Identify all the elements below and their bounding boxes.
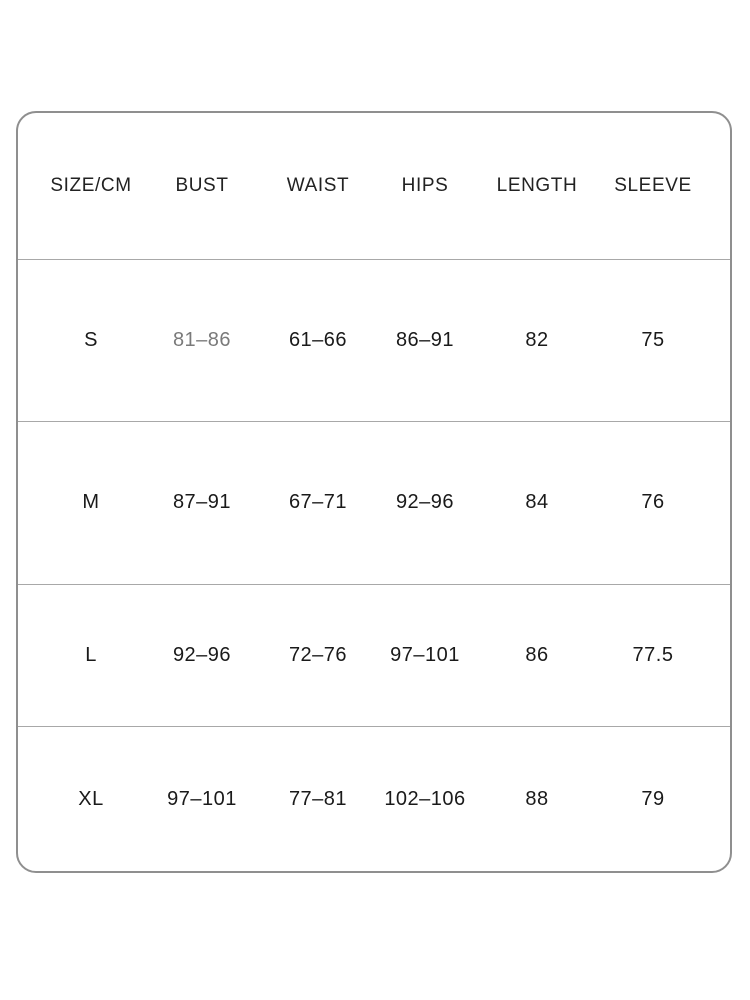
size-cell: XL xyxy=(78,788,104,810)
column-header-size: SIZE/CM xyxy=(50,175,132,196)
sleeve-cell: 77.5 xyxy=(632,643,674,666)
column-header-hips: HIPS xyxy=(401,175,449,196)
sleeve-cell: 75 xyxy=(641,328,665,351)
length-cell: 86 xyxy=(525,643,549,666)
size-cell: S xyxy=(84,328,98,351)
waist-cell: 61–66 xyxy=(288,328,348,351)
table-row xyxy=(18,259,730,421)
column-header-sleeve: SLEEVE xyxy=(614,175,692,196)
size-cell: M xyxy=(82,491,100,513)
table-row xyxy=(18,726,730,873)
bust-cell: 81–86 xyxy=(172,328,232,351)
size-cell: L xyxy=(85,643,97,666)
sleeve-cell: 79 xyxy=(641,788,665,810)
waist-cell: 72–76 xyxy=(288,643,348,666)
column-header-waist: WAIST xyxy=(286,175,350,196)
table-header-row xyxy=(18,113,730,259)
bust-cell: 92–96 xyxy=(172,643,232,666)
waist-cell: 77–81 xyxy=(288,788,348,810)
bust-cell: 87–91 xyxy=(172,491,232,513)
length-cell: 82 xyxy=(525,328,549,351)
waist-cell: 67–71 xyxy=(288,491,348,513)
sleeve-cell: 76 xyxy=(641,491,665,513)
table-row xyxy=(18,421,730,584)
hips-cell: 86–91 xyxy=(395,328,455,351)
column-header-bust: BUST xyxy=(175,175,229,196)
hips-cell: 92–96 xyxy=(395,491,455,513)
hips-cell: 102–106 xyxy=(384,788,466,810)
length-cell: 88 xyxy=(525,788,549,810)
column-header-length: LENGTH xyxy=(496,175,578,196)
table-row xyxy=(18,584,730,726)
size-chart-table xyxy=(16,111,732,873)
bust-cell: 97–101 xyxy=(167,788,237,810)
length-cell: 84 xyxy=(525,491,549,513)
hips-cell: 97–101 xyxy=(390,643,460,666)
